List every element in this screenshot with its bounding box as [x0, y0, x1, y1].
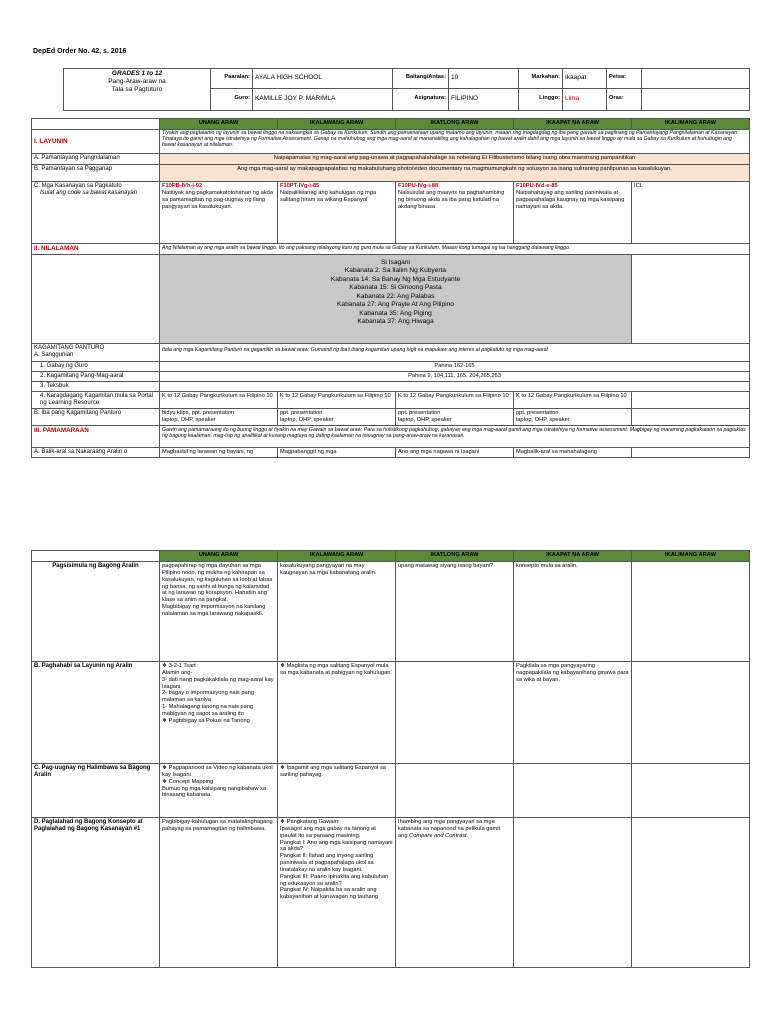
- header-table: [63, 68, 750, 111]
- code-day-4: F10PU-IVd-e-85: [516, 183, 558, 189]
- kasanayan-text-day-4: Naipahahayag ang sariling paniniwala at pagpapahalaga kaugnay ng mga kaisipang namayani sa akda.: [516, 189, 625, 210]
- pagsisimula-day-2: kasalukuyang pangyayari na may kaugnayan sa mga kabanatang aralin.: [278, 562, 396, 662]
- grades-label: GRADES 1 to 12: [111, 70, 163, 77]
- kagamitan-text: Itala ang mga Kagamitang Panturo na gagamitin sa bawat araw. Gumamit ng iba't ibang kagamitan upang higit na mapukaw ang interes at pagkatuto ng mga mag-aaral.: [160, 343, 750, 361]
- linggo-value: Lima: [563, 89, 607, 111]
- karagdagan-day-3: K to 12 Gabay Pangkurikulum sa Filipino 10: [396, 392, 514, 409]
- asignatura-value: FILIPINO: [449, 89, 519, 111]
- days-header-row-2: [32, 551, 750, 562]
- iba-day-1: bidyu klips, ppt. presentation laptop, OHP, speaker: [160, 409, 278, 426]
- kagamitan-cell: [32, 343, 160, 361]
- teksbuk-label: 3. Teksbuk: [32, 381, 160, 391]
- title-line-1: Pang-Araw-araw na: [108, 77, 166, 85]
- oras-value: [642, 89, 750, 111]
- baitang-label: Baitang/Antas:: [393, 69, 449, 89]
- kagamitang-mag-aaral-text: Pahina 9, 104,111, 165, 204,265,263: [160, 371, 750, 381]
- day-3-header: IKATLONG ARAW: [396, 119, 514, 130]
- kabanata-item: Kabanata 27: Ang Prayle At Ang Pilipino: [337, 301, 454, 309]
- oras-label: Oras:: [607, 89, 642, 111]
- kasanayan-cell: [32, 182, 160, 244]
- karagdagan-day-1: K to 12 Gabay Pangkurikulum sa Filipino 10: [160, 392, 278, 409]
- kasanayan-day-2: [278, 182, 396, 244]
- pag-uugnay-day-1: ❖ Pagpapanood sa Video ng kabanata ukol kay Isagani ❖ Concept Mapping Bumuo ng mga kaisipang nangibabaw sa binasang kabanata.: [160, 764, 278, 818]
- karagdagan-day-4: K to 12 Gabay Pangkurikulum sa Filipino 10: [514, 392, 632, 409]
- paghahabi-day-2: ❖ Maglista ng mga salitang Espanyol mula sa mga kabanata at pabigyan ng kahulugan.: [278, 662, 396, 764]
- pamamaraan-label: III. PAMAMARAAN: [32, 426, 160, 448]
- kabanata-item: Kabanata 35: Ang Piging: [359, 309, 432, 317]
- day-4-header: IKAAPAT NA ARAW: [514, 551, 632, 562]
- plan-table-2: [31, 550, 750, 968]
- kasanayan-text-day-3: Naisusulat ang maayos na paghahambing ng binuong akda sa iba pang katulad na akdang binasa: [398, 189, 505, 210]
- day-5-header: IKALIMANG ARAW: [632, 119, 750, 130]
- kasanayan-day-3: [396, 182, 514, 244]
- kabanata-item: Kabanata 37: Ang Hiwaga: [357, 318, 434, 326]
- pamantayang-pangnilalaman-label: A. Pamantayang Pangnilalaman: [32, 154, 160, 165]
- sanggunian-label: A. Sanggunian: [34, 351, 74, 358]
- kasanayan-day-4: [514, 182, 632, 244]
- code-day-5: ICL: [634, 183, 643, 189]
- pamantayan-pagganap-label: B. Pamantayan sa Pagganap: [32, 165, 160, 182]
- paglalahad-day-3-text: Ihambing ang mga pangyayari sa mga kabanata sa napanood na pelikula gamit ang: [398, 819, 501, 839]
- nilalaman-label: II. NILALAMAN: [32, 244, 160, 255]
- days-header-row: [32, 119, 750, 130]
- pagsisimula-label: Pagsisimula ng Bagong Aralin: [32, 562, 160, 662]
- pagsisimula-day-1: pagpapahirap ng mga dayuhan sa mga Pilipino noon, ng mukha ng kahirapan sa kasalukuyan, ng kaguluhan sa loob at labas ng bansa, ng sanhi at bunga ng kalamidad at ng larawan ng korapsyon. Hahatiin ang klase sa anim na pangkat. Magbibigay ng impormasyon na kanilang nalalaman sa mga larawang nakapaskil.: [160, 562, 278, 662]
- iba-day-3: ppt. presentation laptop, OHP, speaker: [396, 409, 514, 426]
- layunin-text: Tiyakin ang pagtatamo ng layunin sa bawat linggo na nakaangkla sa Gabay sa Kurikulum. Sundin ang pamamaraan upang matamo ang layunin, maaari ring magdagdag ng iba pang gawain sa paglinang ng Pamantayang Pangnilalaman at Kasanayan. Tinataya ito gamit ang mga istratehiya ng Formative Assessment. Ganap na mahuhubog ang mga mag-aaral at mananatiling ang kahalagahan ng bawat aralin dahil ang mga layunin sa bawat linggo ay mula sa Gabay sa Kurikulum at huhubugin ang bawat kasanayan at nilalaman.: [160, 130, 750, 154]
- paglalahad-day-2: ❖ Pangkatang Gawain: Ipasagot ang mga gabay na tanong at ipaulat ito sa paraang masining. Pangkat I: Ano ang mga kaisipang namayani sa akda? Pangkat II: Ilahad ang inyong sariling paniniwala at pagpapahalaga ukol sa tinatalakay na aralin kay Isagani. Pangkat III: Paano ipinakita ang kabuluhan ng edukasyon sa aralin? Pangkat IV: Naipakita ba sa aralin ang kabayanihan at karuwagan ng tauhang: [278, 818, 396, 968]
- balik-aral-label: A. Balik-aral sa Nakaraang Aralin o: [32, 448, 160, 458]
- day-4-header: IKAAPAT NA ARAW: [514, 119, 632, 130]
- iba-pang-kagamitan-label: B. Iba pang Kagamitang Panturo: [32, 409, 160, 426]
- day-1-header: UNANG ARAW: [160, 119, 278, 130]
- pagsisimula-day-3: upang matawag siyang isang bayani?: [396, 562, 514, 662]
- paghahabi-label: B. Paghahabi sa Layunin ng Aralin: [32, 662, 160, 764]
- paglalahad-day-1: Pagbibigay-kahulugan sa matatalinghagang pahayag sa pamamagitan ng halimbawa.: [160, 818, 278, 968]
- balik-day-4: Magbalik-aral sa mahahalagang: [514, 448, 632, 458]
- kasanayan-day-5: [632, 182, 750, 244]
- day-1-header: UNANG ARAW: [160, 551, 278, 562]
- kabanata-item: Kabanata 22: Ang Palabas: [356, 292, 435, 300]
- paaralan-value: AYALA HIGH SCHOOL: [253, 69, 393, 89]
- paghahabi-day-1: ❖ 3-2-1 Tsart Alamin ang- 3- dati nang pagkakakilala ng mag-aaral kay Isagani 2- bagay o impormasyong nais pang malaman sa kaniya 1- Mahalagang tanong na nais pang mabigyan ng sagot sa araling ito ❖ Pagbibigay sa Pokus na Tanong: [160, 662, 278, 764]
- guro-value: KAMILLE JOY P. MARIMLA: [253, 89, 393, 111]
- pag-uugnay-day-2: ❖ Ipagamit ang mga salitang Espanyol sa sariling pahayag.: [278, 764, 396, 818]
- karagdagan-day-2: K to 12 Gabay Pangkurikulum sa Filipino 10: [278, 392, 396, 409]
- pamamaraan-text: Gawin ang pamamaraang ito ng buong linggo at tiyakin na may Gawain sa bawat araw. Para sa holistikong pagkahubog, gabayan ang mga mag-aaral gamit ang mga istratehiya ng formative assessment. Magbigay ng maraming pagkakataon sa pagtuklas ng bagong kaalaman, mag-isip ng analitikal at kusang magtaya ng dating kaalaman na iniuugnay sa pang-araw-araw na karanasan.: [160, 426, 750, 448]
- kabanata-item: Kabanata 14: Sa Bahay Ng Mga Estudyante: [330, 275, 461, 283]
- balik-day-5: [632, 448, 750, 458]
- kasanayan-text-day-1: Natitiyak ang pagkamakatotohanan ng akda sa pamamagitan ng pag-uugnay ng ilang pangyayari sa kasalukuyan.: [162, 189, 273, 210]
- code-day-3: F10PU-IVg-i-88: [398, 183, 439, 189]
- guro-label: Guro:: [211, 89, 253, 111]
- kabanata-item: Si Isagani: [381, 258, 410, 266]
- kabanata-item: Kabanata 2: Sa Ilalim Ng Kubyerta: [344, 267, 447, 275]
- balik-day-1: Magbasbil ng larawan ng bayani, ng: [160, 448, 278, 458]
- kagamitang-mag-aaral-label: 2. Kagamitang Pang-Mag-aaral: [32, 371, 160, 381]
- iba-day-2: ppt. presentation laptop, OHP, speaker: [278, 409, 396, 426]
- paaralan-label: Paaralan:: [211, 69, 253, 89]
- kasanayan-day-1: [160, 182, 278, 244]
- kasanayan-sub: Isulat ang code sa bawat kasanayan: [40, 190, 138, 197]
- day-2-header: IKALAWANG ARAW: [278, 119, 396, 130]
- paglalahad-day-3: [396, 818, 514, 968]
- day-3-header: IKATLONG ARAW: [396, 551, 514, 562]
- layunin-label: I. LAYUNIN: [32, 130, 160, 154]
- paglalahad-label: D. Paglalahad ng Bagong Konsepto at Paglalahad ng Bagong Kasanayan #1: [32, 818, 160, 968]
- markahan-value: Ikaapat: [563, 69, 607, 89]
- petsa-value: [642, 69, 750, 89]
- code-day-2: F10PT-IVg-i-85: [280, 183, 320, 189]
- day-2-header: IKALAWANG ARAW: [278, 551, 396, 562]
- balik-day-3: Ano ang mga nagawa ni Isagani: [396, 448, 514, 458]
- plan-table-1: [31, 118, 750, 458]
- deped-order: DepEd Order No. 42, s. 2016: [33, 48, 127, 55]
- pag-uugnay-label: C. Pag-uugnay ng Halimbawa sa Bagong Aralin: [32, 764, 160, 818]
- kasanayan-label: C. Mga Kasanayan sa Pagkatuto: [34, 183, 122, 189]
- pamantayang-pangnilalaman-text: Naipapamalas ng mag-aaral ang pag-unawa at pagpapahalahalage sa nobelang El Filibusterismo bilang isang obra maestrang pampanitikan: [160, 154, 750, 165]
- gabay-guro-text: Pahina 162-165: [160, 361, 750, 371]
- kabanata-list: [160, 254, 632, 343]
- kagamitan-label: KAGAMITANG PANTURO: [34, 344, 105, 351]
- kasanayan-text-day-2: Naipaliliwanag ang kahulugan ng mga salitang hiram sa wikang Espanyol: [280, 189, 377, 203]
- asignatura-label: Asignatura:: [393, 89, 449, 111]
- form-title: [64, 69, 211, 111]
- pamantayan-pagganap-text: Ang mga mag-aaral ay makapagpapalabas ng makabuluhang photo/video documentary na magmumungkahi ng solusyon sa isang suliraning panlipunan sa kasalukuyan.: [160, 165, 750, 182]
- paghahabi-day-4: Pagkilala sa mga pangyayaring nagpapakilala ng kabayanihang ginawa para sa wika at bayan.: [514, 662, 632, 764]
- baitang-value: 10: [449, 69, 519, 89]
- karagdagan-label: 4. Karagdagang Kagamitan mula sa Portal ng Learning Resource: [32, 392, 160, 409]
- pagsisimula-day-4: konsepto mula sa aralin.: [514, 562, 632, 662]
- markahan-label: Markahan:: [519, 69, 563, 89]
- nilalaman-text: Ang Nilalaman ay ang mga aralin sa bawat linggo. Ito ang paksang nilalayong ituro ng guro mula sa Gabay sa Kurikulum. Maaari itong tumagal ng isa hanggang dalawang linggo.: [160, 244, 750, 255]
- linggo-label: Linggo:: [519, 89, 563, 111]
- kabanata-item: Kabanata 15: Si Ginoong Pasta: [349, 284, 442, 292]
- paglalahad-day-3-italic: Compare and Contrast.: [409, 832, 469, 839]
- code-day-1: F10PB-IVh-i-92: [162, 183, 203, 189]
- day-5-header: IKALIMANG ARAW: [632, 551, 750, 562]
- petsa-label: Petsa:: [607, 69, 642, 89]
- balik-day-2: Magpabanggit ng mga: [278, 448, 396, 458]
- title-line-2: Tala sa Pagtuturo: [111, 85, 163, 93]
- iba-day-4: ppt. presentation laptop, OHP, speaker: [514, 409, 632, 426]
- gabay-guro-label: 1. Gabay ng Guro: [32, 361, 160, 371]
